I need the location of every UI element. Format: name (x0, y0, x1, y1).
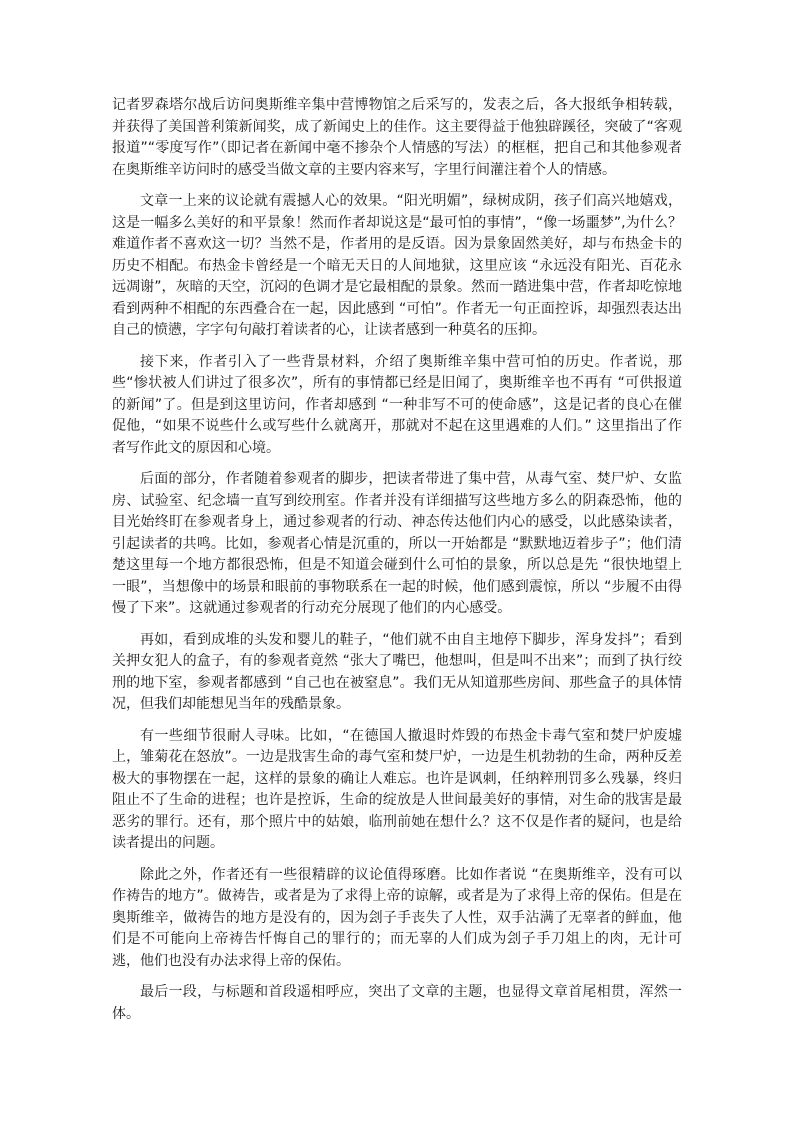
paragraph-4: 后面的部分，作者随着参观者的脚步，把读者带进了集中营，从毒气室、焚尸炉、女监房、试验室、纪念墙一直写到绞刑室。作者并没有详细描写这些地方多么的阴森恐怖，他的目光始终盯在参观者身上，通过参观者的行动、神态传达他们内心的感受，以此感染读者，引起读者的共鸣。比如，参观者心情是沉重的，所以一开始都是 “默默地迈着步子”；他们清楚这里每一个地方都很恐怖，但是不知道会碰到什么可怕的景象，所以总是先 “很快地望上一眼”，当想像中的场景和眼前的事物联系在一起的时候，他们感到震惊，所以 “步履不由得慢了下来”。这就通过参观者的行动充分展现了他们的内心感受。 (112, 471, 682, 616)
paragraph-3: 接下来，作者引入了一些背景材料，介绍了奥斯维辛集中营可怕的历史。作者说，那些“惨状被人们讲过了很多次”，所有的事情都已经是旧闻了，奥斯维辛也不再有 “可供报道的新闻”了。但是到这里访问，作者却感到 “一种非写不可的使命感”，这是记者的良心在催促他，“如果不说些什么或写些什么就离开，那就对不起在这里遇难的人们。” 这里指出了作者写作此文的原因和心境。 (112, 353, 682, 456)
paragraph-2: 文章一上来的议论就有震撼人心的效果。“阳光明媚”，绿树成阴，孩子们高兴地嬉戏，这是一幅多么美好的和平景象！然而作者却说这是“最可怕的事情”，“像一场噩梦”,为什么？难道作者不喜欢这一切？当然不是，作者用的是反语。因为景象固然美好，却与布热金卡的历史不相配。布热金卡曾经是一个暗无天日的人间地狱，这里应该 “永远没有阳光、百花永远凋谢”，灰暗的天空，沉闷的色调才是它最相配的景象。然而一踏进集中营，作者却吃惊地看到两种不相配的东西叠合在一起，因此感到 “可怕”。作者无一句正面控诉，却强烈表达出自己的愤懑，字字句句敲打着读者的心，让读者感到一种莫名的压抑。 (112, 193, 682, 338)
paragraph-5: 再如，看到成堆的头发和婴儿的鞋子，“他们就不由自主地停下脚步，浑身发抖”；看到关押女犯人的盒子，有的参观者竟然 “张大了嘴巴，他想叫，但是叫不出来”；而到了执行绞刑的地下室，参观者都感到 “自己也在被窒息”。我们无从知道那些房间、那些盒子的具体情况，但我们却能想见当年的残酷景象。 (112, 631, 682, 712)
paragraph-8: 最后一段，与标题和首段遥相呼应，突出了文章的主题，也显得文章首尾相贯，浑然一体。 (112, 984, 682, 1022)
paragraph-7: 除此之外，作者还有一些很精辟的议论值得琢磨。比如作者说 “在奥斯维辛，没有可以作祷告的地方”。做祷告，或者是为了求得上帝的谅解，或者是为了求得上帝的保佑。但是在奥斯维辛，做祷告的地方是没有的，因为刽子手丧失了人性，双手沾满了无辜者的鲜血，他们是不可能向上帝祷告忏悔自己的罪行的；而无辜的人们成为刽子手刀俎上的肉，无计可逃，他们也没有办法求得上帝的保佑。 (112, 866, 682, 969)
paragraph-1: 记者罗森塔尔战后访问奥斯维辛集中营博物馆之后采写的，发表之后，各大报纸争相转载，并获得了美国普利策新闻奖，成了新闻史上的佳作。这主要得益于他独辟蹊径，突破了“客观报道”“零度写作”（即记者在新闻中毫不掺杂个人情感的写法）的框框，把自己和其他参观者在奥斯维辛访问时的感受当做文章的主要内容来写，字里行间灌注着个人的情感。 (112, 97, 682, 178)
paragraph-6: 有一些细节很耐人寻味。比如，“在德国人撤退时炸毁的布热金卡毒气室和焚尸炉废墟上，雏菊花在怒放”。一边是戕害生命的毒气室和焚尸炉，一边是生机勃勃的生命，两种反差极大的事物摆在一起，这样的景象的确让人难忘。也许是讽刺，任纳粹刑罚多么残暴，终归阻止不了生命的进程；也许是控诉，生命的绽放是人世间最美好的事情，对生命的戕害是最恶劣的罪行。还有，那个照片中的姑娘，临刑前她在想什么？这不仅是作者的疑问，也是给读者提出的问题。 (112, 727, 682, 851)
document-body (112, 95, 682, 1035)
